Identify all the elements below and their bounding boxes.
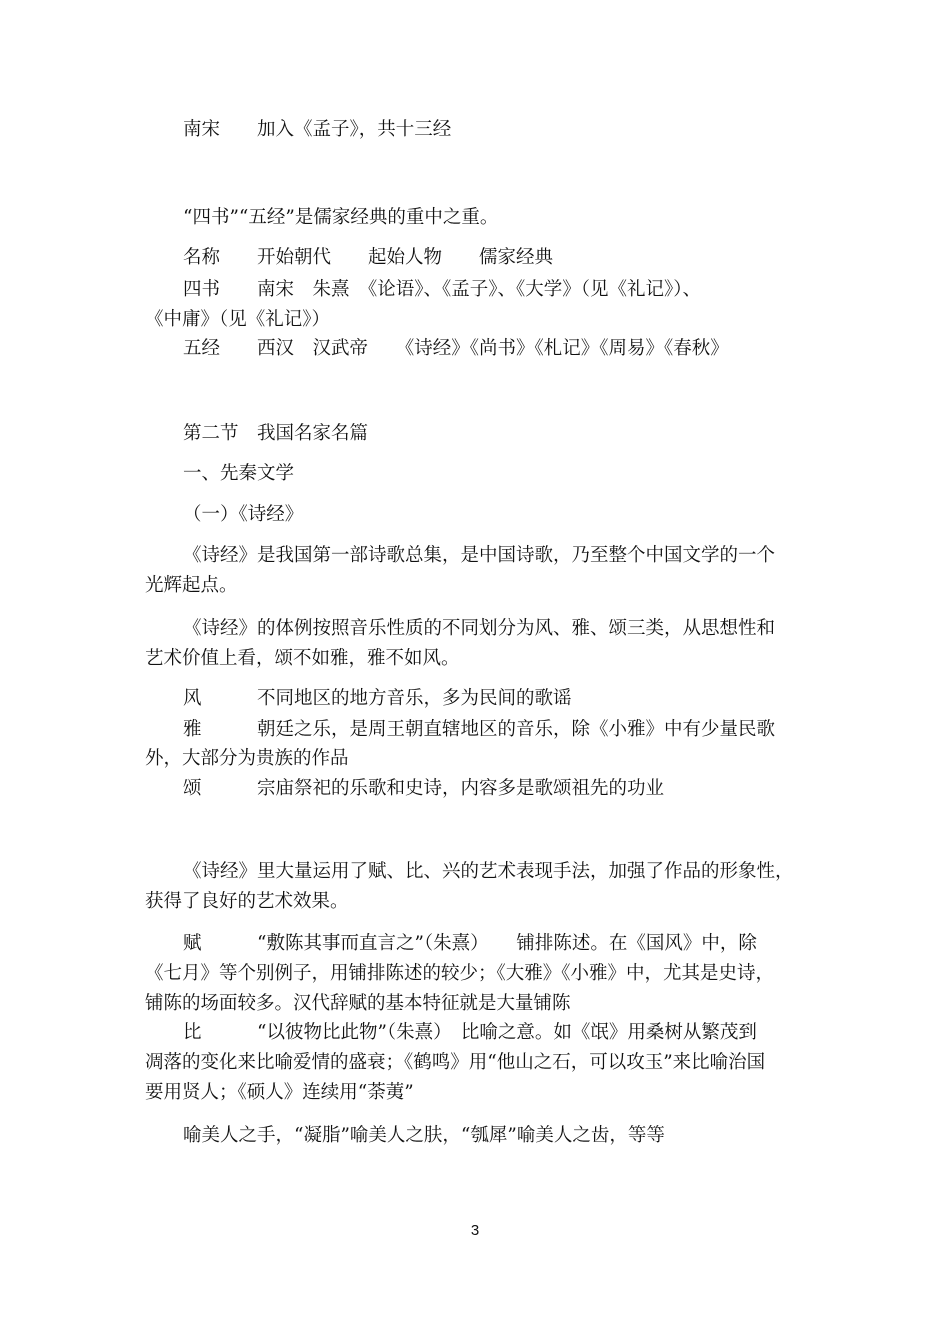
- table-header: 名称 开始朝代 起始人物 儒家经典: [183, 247, 554, 268]
- category-feng: 风 不同地区的地方音乐，多为民间的歌谣: [183, 688, 572, 709]
- page-number: 3: [470, 1222, 480, 1239]
- category-ya-continued: 外，大部分为贵族的作品: [145, 748, 349, 769]
- technique-fu: 赋 “敷陈其事而直言之”（朱熹） 铺排陈述。在《国风》中，除: [183, 933, 757, 954]
- paragraph-line: 获得了良好的艺术效果。: [145, 891, 349, 912]
- paragraph-line: 艺术价值上看，颂不如雅，雅不如风。: [145, 648, 460, 669]
- technique-bi-continued: 凋落的变化来比喻爱情的盛衰；《鹤鸣》用“他山之石，可以攻玉”来比喻治国: [145, 1052, 766, 1073]
- category-song: 颂 宗庙祭祀的乐歌和史诗，内容多是歌颂祖先的功业: [183, 778, 665, 799]
- paragraph-line: 光辉起点。: [145, 575, 238, 596]
- dynasty-row-southern-song: 南宋 加入《孟子》，共十三经: [183, 119, 452, 140]
- four-books-five-classics-intro: “四书”“五经”是儒家经典的重中之重。: [183, 207, 499, 228]
- technique-bi-continued: 要用贤人；《硕人》连续用“荼荑”: [145, 1082, 414, 1103]
- paragraph-line: 《诗经》的体例按照音乐性质的不同划分为风、雅、颂三类，从思想性和: [183, 618, 776, 639]
- table-row-sishu: 四书 南宋 朱熹 《论语》、《孟子》、《大学》（见《礼记》）、: [183, 279, 702, 300]
- subsection-title: 一、先秦文学: [183, 463, 295, 484]
- technique-fu-continued: 《七月》等个别例子，用铺排陈述的较少；《大雅》《小雅》中，尤其是史诗，: [145, 963, 775, 984]
- table-row-wujing: 五经 西汉 汉武帝 《诗经》《尚书》《札记》《周易》《春秋》: [183, 338, 729, 359]
- paragraph-line: 《诗经》是我国第一部诗歌总集，是中国诗歌，乃至整个中国文学的一个: [183, 545, 776, 566]
- table-row-sishu-continued: 《中庸》（见《礼记》）: [145, 309, 331, 330]
- category-ya: 雅 朝廷之乐，是周王朝直辖地区的音乐，除《小雅》中有少量民歌: [183, 719, 776, 740]
- technique-bi: 比 “以彼物比此物”（朱熹） 比喻之意。如《氓》用桑树从繁茂到: [183, 1022, 757, 1043]
- paragraph-line: 《诗经》里大量运用了赋、比、兴的艺术表现手法，加强了作品的形象性，: [183, 861, 794, 882]
- section-title: 第二节 我国名家名篇: [183, 423, 369, 444]
- sub-subsection-title: （一）《诗经》: [183, 504, 304, 525]
- technique-bi-continued: 喻美人之手，“凝脂”喻美人之肤，“瓠犀”喻美人之齿，等等: [183, 1125, 665, 1146]
- technique-fu-continued: 铺陈的场面较多。汉代辞赋的基本特征就是大量铺陈: [145, 993, 571, 1014]
